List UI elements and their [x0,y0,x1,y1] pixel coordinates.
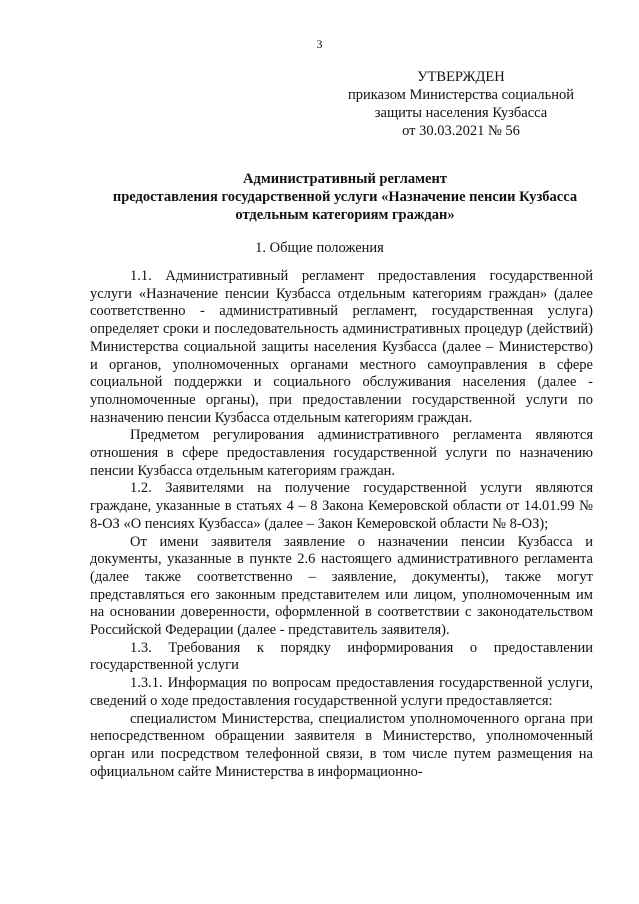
paragraph: От имени заявителя заявление о назначении пенсии Кузбасса и документы, указанные в пункте 2.6 настоящего административного регламента (далее также соответственно – заявление, документы), также могут представляться его законным представителем или лицом, уполномоченным им на основании доверенности, оформленной в соответствии с законодательством Российской Федерации (далее - представитель заявителя). [90,533,593,639]
paragraph: специалистом Министерства, специалистом уполномоченного органа при непосредственном обращении заявителя в Министерство, уполномоченный орган или посредством телефонной связи, в том числе путем размещения на официальном сайте Министерства в информационно- [90,710,593,780]
title-line: Административный регламент [243,171,447,187]
title-line: предоставления государственной услуги «Назначение пенсии Кузбасса [112,189,578,205]
document-title [80,170,610,224]
paragraph: 1.2. Заявителями на получение государственной услуги являются граждане, указанные в статьях 4 – 8 Закона Кемеровской области от 14.01.99 № 8-ОЗ «О пенсиях Кузбасса» (далее – Закон Кемеровской области № 8-ОЗ); [90,480,593,532]
approval-stamp [330,68,592,140]
paragraph: 1.1. Административный регламент предоставления государственной услуги «Назначение пенсии Кузбасса отдельным категориям граждан» (далее соответственно - административный регламент, государственная услуга) определяет сроки и последовательность административных процедур (действий) Министерства социальной защиты населения Кузбасса (далее – Министерство) и органов, уполномоченных органами местного самоуправления в сфере социальной поддержки и социального обслуживания населения (далее - уполномоченные органы), при предоставлении государственной услуги по назначению пенсии Кузбасса отдельным категориям граждан. [90,268,593,426]
title-line: отдельным категориям граждан» [235,207,455,223]
paragraph: 1.3. Требования к порядку информирования о предоставлении государственной услуги [90,639,593,674]
section-heading: 1. Общие положения [255,240,384,256]
approval-line: УТВЕРЖДЕН [417,69,505,85]
page-number: 3 [316,37,323,51]
paragraph: Предметом регулирования административного регламента являются отношения в сфере предоставления государственной услуги по назначению пенсии Кузбасса отдельным категориям граждан. [90,427,593,479]
approval-line: защиты населения Кузбасса [374,105,548,121]
paragraph: 1.3.1. Информация по вопросам предоставления государственной услуги, сведений о ходе предоставления государственной услуги предоставляется: [90,675,593,709]
approval-line: приказом Министерства социальной [348,87,574,103]
approval-line: от 30.03.2021 № 56 [402,123,520,139]
document-body [90,268,593,781]
